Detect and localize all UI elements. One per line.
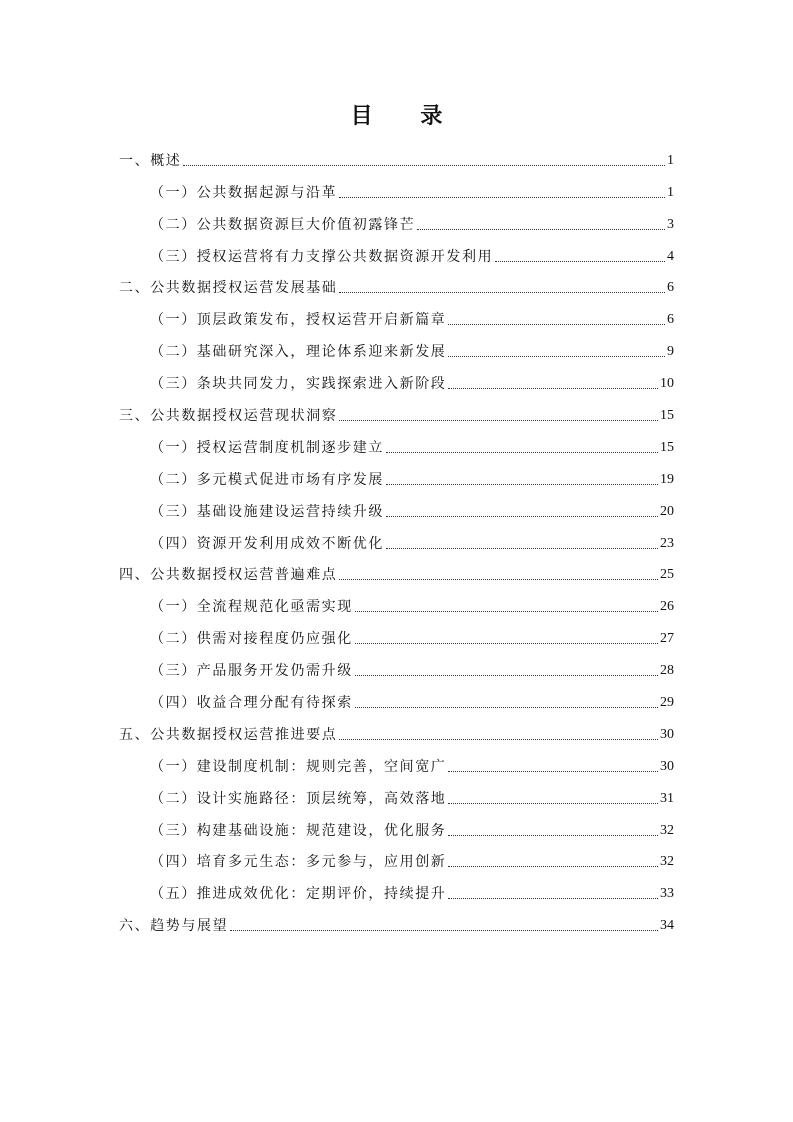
toc-entry-title: （五）推进成效优化：定期评价，持续提升 [150, 886, 447, 903]
dot-leader [386, 452, 658, 453]
toc-section-entry[interactable] [119, 303, 674, 335]
toc-chapter-entry[interactable] [119, 399, 674, 431]
toc-page-number: 23 [660, 535, 674, 551]
toc-entry-title: （一）公共数据起源与沿革 [150, 184, 338, 201]
toc-entry-title: 一、概述 [119, 152, 182, 169]
toc-page-number: 6 [667, 312, 674, 328]
toc-page-number: 15 [660, 439, 674, 455]
dot-leader [355, 707, 658, 708]
dot-leader [448, 835, 658, 836]
toc-section-entry[interactable] [119, 686, 674, 718]
toc-page-number: 25 [660, 567, 674, 583]
toc-page-number: 27 [660, 631, 674, 647]
toc-entry-title: （二）供需对接程度仍应强化 [150, 631, 353, 648]
toc-page-number: 3 [667, 216, 674, 232]
toc-entry-title: 四、公共数据授权运营普遍难点 [119, 567, 338, 584]
toc-chapter-entry[interactable] [119, 718, 674, 750]
toc-section-entry[interactable] [119, 750, 674, 782]
toc-page-number: 34 [660, 918, 674, 934]
toc-entry-title: （三）构建基础设施：规范建设，优化服务 [150, 822, 447, 839]
dot-leader [183, 165, 665, 166]
toc-page-number: 26 [660, 599, 674, 615]
dot-leader [448, 898, 658, 899]
dot-leader [417, 229, 665, 230]
toc-entry-title: 六、趋势与展望 [119, 918, 229, 935]
dot-leader [355, 611, 658, 612]
toc-page-number: 30 [660, 758, 674, 774]
toc-page-number: 10 [660, 376, 674, 392]
toc-page-number: 31 [660, 790, 674, 806]
dot-leader [448, 803, 658, 804]
toc-entry-title: 五、公共数据授权运营推进要点 [119, 726, 338, 743]
dot-leader [448, 771, 658, 772]
dot-leader [386, 484, 658, 485]
toc-page-number: 15 [660, 408, 674, 424]
dot-leader [355, 643, 658, 644]
toc-entry-title: （一）建设制度机制：规则完善，空间宽广 [150, 758, 447, 775]
toc-section-entry[interactable] [119, 814, 674, 846]
toc-section-entry[interactable] [119, 495, 674, 527]
toc-chapter-entry[interactable] [119, 272, 674, 304]
toc-entry-title: （三）产品服务开发仍需升级 [150, 663, 353, 680]
toc-section-entry[interactable] [119, 654, 674, 686]
toc-entry-title: 三、公共数据授权运营现状洞察 [119, 408, 338, 425]
toc-chapter-entry[interactable] [119, 559, 674, 591]
dot-leader [448, 324, 665, 325]
dot-leader [339, 739, 658, 740]
table-of-contents [119, 144, 674, 941]
dot-leader [339, 420, 658, 421]
dot-leader [448, 388, 658, 389]
toc-section-entry[interactable] [119, 463, 674, 495]
toc-entry-title: （四）资源开发利用成效不断优化 [150, 535, 384, 552]
dot-leader [386, 516, 658, 517]
toc-page-number: 9 [667, 344, 674, 360]
toc-page-number: 29 [660, 695, 674, 711]
toc-entry-title: （四）收益合理分配有待探索 [150, 695, 353, 712]
toc-page-number: 28 [660, 663, 674, 679]
dot-leader [448, 356, 665, 357]
toc-page-number: 32 [660, 822, 674, 838]
dot-leader [355, 675, 658, 676]
toc-entry-title: （二）基础研究深入，理论体系迎来新发展 [150, 344, 447, 361]
toc-section-entry[interactable] [119, 846, 674, 878]
toc-entry-title: （一）全流程规范化亟需实现 [150, 599, 353, 616]
toc-entry-title: （四）培育多元生态：多元参与，应用创新 [150, 854, 447, 871]
dot-leader [386, 548, 658, 549]
dot-leader [230, 930, 658, 931]
toc-section-entry[interactable] [119, 527, 674, 559]
toc-section-entry[interactable] [119, 208, 674, 240]
toc-entry-title: （一）顶层政策发布，授权运营开启新篇章 [150, 312, 447, 329]
toc-page-number: 4 [667, 248, 674, 264]
toc-page-number: 32 [660, 854, 674, 870]
toc-entry-title: 二、公共数据授权运营发展基础 [119, 280, 338, 297]
toc-section-entry[interactable] [119, 782, 674, 814]
toc-page-number: 30 [660, 726, 674, 742]
toc-section-entry[interactable] [119, 877, 674, 909]
dot-leader [495, 261, 665, 262]
toc-section-entry[interactable] [119, 335, 674, 367]
toc-chapter-entry[interactable] [119, 144, 674, 176]
toc-section-entry[interactable] [119, 367, 674, 399]
toc-section-entry[interactable] [119, 622, 674, 654]
dot-leader [339, 579, 658, 580]
toc-entry-title: （二）公共数据资源巨大价值初露锋芒 [150, 216, 416, 233]
dot-leader [339, 292, 665, 293]
dot-leader [448, 866, 658, 867]
toc-entry-title: （三）基础设施建设运营持续升级 [150, 503, 384, 520]
toc-section-entry[interactable] [119, 590, 674, 622]
toc-page-number: 6 [667, 280, 674, 296]
toc-entry-title: （二）多元模式促进市场有序发展 [150, 471, 384, 488]
toc-page-number: 1 [667, 184, 674, 200]
toc-section-entry[interactable] [119, 176, 674, 208]
toc-title: 目 录 [350, 104, 463, 129]
toc-page-number: 20 [660, 503, 674, 519]
toc-entry-title: （三）条块共同发力，实践探索进入新阶段 [150, 376, 447, 393]
toc-page-number: 1 [667, 152, 674, 168]
toc-page-number: 33 [660, 886, 674, 902]
toc-entry-title: （二）设计实施路径：顶层统筹，高效落地 [150, 790, 447, 807]
dot-leader [339, 197, 665, 198]
toc-chapter-entry[interactable] [119, 909, 674, 941]
toc-entry-title: （一）授权运营制度机制逐步建立 [150, 439, 384, 456]
toc-section-entry[interactable] [119, 240, 674, 272]
toc-section-entry[interactable] [119, 431, 674, 463]
toc-entry-title: （三）授权运营将有力支撑公共数据资源开发利用 [150, 248, 494, 265]
toc-page-number: 19 [660, 471, 674, 487]
